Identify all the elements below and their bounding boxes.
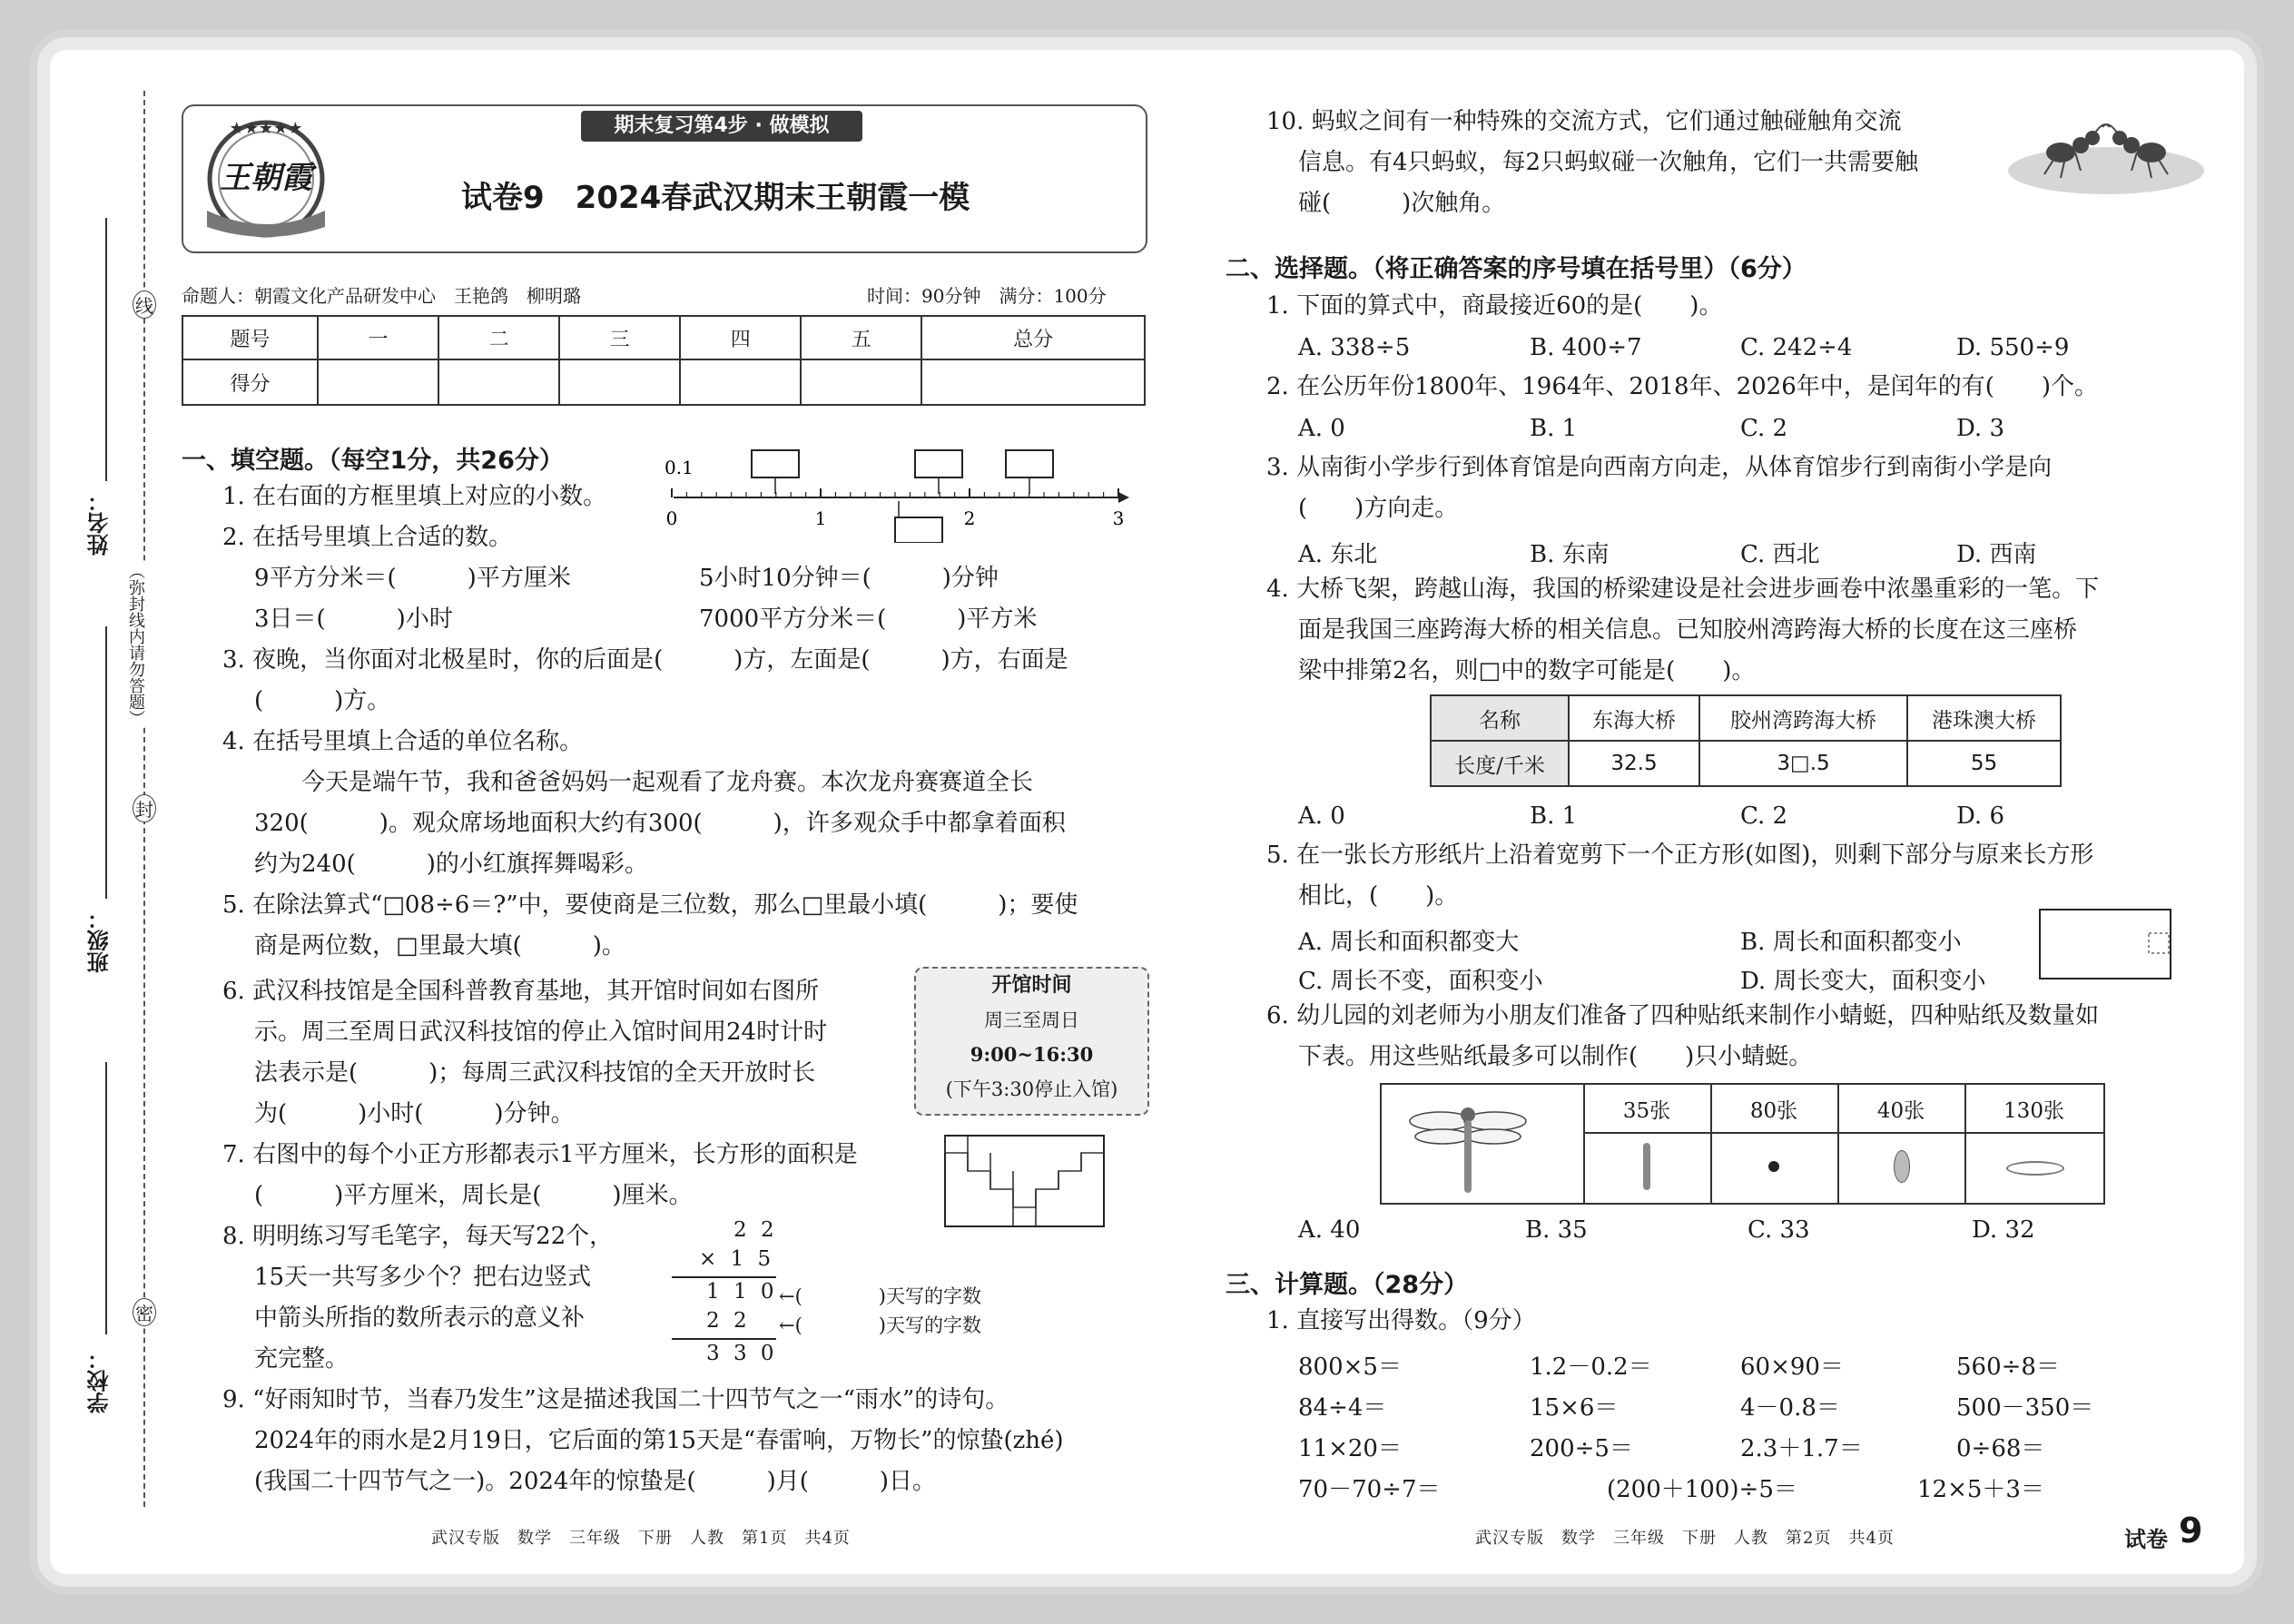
numline-tick-label: 3 (1112, 507, 1125, 529)
k1: 1. 直接写出得数。（9分） (1266, 1307, 1536, 1334)
q2b: 5小时10分钟＝( )分钟 (699, 565, 999, 592)
c6-option[interactable]: D. 32 (1972, 1216, 2035, 1244)
vm-row3: 1 1 0 (706, 1280, 778, 1304)
q9b: 2024年的雨水是2月19日，它后面的第15天是“春雷响，万物长”的惊蛰(zhé) (254, 1427, 1064, 1454)
score-header-cell: 五 (801, 316, 921, 359)
calc-item[interactable]: 4－0.8＝ (1740, 1394, 1840, 1422)
sticker-count: 40张 (1876, 1099, 1925, 1123)
section-2-title: 二、选择题。（将正确答案的序号填在括号里）（6分） (1226, 255, 1807, 283)
calc-item[interactable]: 70－70÷7＝ (1298, 1476, 1441, 1503)
q2d: 7000平方分米＝( )平方米 (699, 605, 1038, 633)
sticker-table (1380, 1083, 2105, 1205)
q7a: 7. 右图中的每个小正方形都表示1平方厘米，长方形的面积是 (222, 1141, 858, 1168)
c3-option[interactable]: D. 西南 (1956, 541, 2037, 568)
q2a: 9平方分米＝( )平方厘米 (254, 565, 571, 592)
calc-item[interactable]: (200＋100)÷5＝ (1607, 1476, 1797, 1503)
time-line: 时间：90分钟 满分：100分 (867, 285, 1107, 307)
score-cell[interactable] (438, 359, 559, 405)
exam-title: 试卷9 2024春武汉期末王朝霞一模 (461, 180, 970, 216)
c3b: ( )方向走。 (1298, 495, 1459, 522)
seal-line-label: 线 (133, 290, 156, 319)
name-field[interactable] (105, 218, 107, 481)
logo-text: 王朝霞 (220, 160, 312, 196)
vm-row2: × 1 5 (699, 1247, 775, 1271)
c2: 2. 在公历年份1800年、1964年、2018年、2026年中，是闰年的有( )个。 (1266, 373, 2099, 400)
c2-option[interactable]: D. 3 (1956, 415, 2004, 442)
calc-item[interactable]: 800×5＝ (1298, 1353, 1402, 1381)
q10a: 10. 蚂蚁之间有一种特殊的交流方式，它们通过触碰触角交流 (1266, 108, 1902, 135)
header-banner: 期末复习第4步 · 做模拟 (581, 111, 862, 142)
seal-note: （弥封线内请勿答题） (123, 563, 147, 726)
vm-rule (672, 1338, 776, 1340)
q2: 2. 在括号里填上合适的数。 (222, 524, 513, 551)
numline-tick-label: 1 (814, 507, 827, 529)
c4a: 4. 大桥飞架，跨越山海，我国的桥梁建设是社会进步画卷中浓墨重彩的一笔。下 (1266, 576, 2100, 603)
name-label: 姓名： (87, 490, 113, 556)
c1-option[interactable]: D. 550÷9 (1956, 334, 2070, 361)
ring-sticker-icon (2006, 1161, 2064, 1176)
numline-unit-label: 0.1 (665, 457, 694, 478)
vm-row5: 3 3 0 (706, 1342, 778, 1365)
section-1-title: 一、填空题。（每空1分，共26分） (182, 447, 564, 475)
q8b: 15天一共写多少个？把右边竖式 (254, 1264, 592, 1291)
opening-note: (下午3:30停止入馆) (945, 1078, 1118, 1100)
c4-option[interactable]: A. 0 (1298, 802, 1345, 830)
vm-row1: 2 2 (733, 1218, 778, 1242)
q8d: 充完整。 (254, 1345, 350, 1373)
c1: 1. 下面的算式中，商最接近60的是( )。 (1266, 292, 1723, 320)
body-sticker-icon (1643, 1143, 1650, 1190)
opening-hours-box (914, 967, 1149, 1116)
c1-option[interactable]: A. 338÷5 (1298, 334, 1411, 361)
bridge-row (1431, 741, 2061, 786)
number-line (663, 443, 1135, 543)
q8a: 8. 明明练习写毛笔字，每天写22个， (222, 1223, 614, 1250)
vm-note1: ←( )天写的字数 (779, 1285, 981, 1307)
numline-tick-label: 2 (963, 507, 976, 529)
numline-answer-box[interactable] (895, 517, 942, 543)
bridge-row-label: 长度/千米 (1431, 741, 1569, 786)
bridge-header-cell: 东海大桥 (1569, 695, 1699, 741)
q1: 1. 在右面的方框里填上对应的小数。 (222, 483, 607, 510)
calc-item[interactable]: 560÷8＝ (1956, 1353, 2060, 1381)
vertical-multiplication (672, 1218, 1071, 1368)
score-header-cell: 一 (318, 316, 438, 359)
opening-days: 周三至周日 (984, 1009, 1079, 1031)
vm-row4: 2 2 (706, 1309, 751, 1333)
footer-right: 武汉专版 数学 三年级 下册 人教 第2页 共4页 (1475, 1529, 1895, 1548)
c1-option[interactable]: B. 400÷7 (1530, 334, 1642, 361)
q4c: 约为240( )的小红旗挥舞喝彩。 (254, 851, 648, 878)
calc-item[interactable]: 15×6＝ (1530, 1394, 1619, 1422)
c1-option[interactable]: C. 242÷4 (1740, 334, 1853, 361)
score-cell[interactable] (680, 359, 801, 405)
class-label: 班级： (87, 908, 113, 973)
q6c: 法表示是( )；每周三武汉科技馆的全天开放时长 (254, 1059, 816, 1087)
numline-tick-label: 0 (665, 507, 678, 529)
c5-option[interactable]: B. 周长和面积都变小 (1740, 929, 1962, 956)
numline-answer-box[interactable] (915, 450, 962, 477)
rectangle-cut-figure (2038, 908, 2174, 982)
calc-item[interactable]: 2.3＋1.7＝ (1740, 1435, 1863, 1462)
c5-option[interactable]: C. 周长不变，面积变小 (1298, 968, 1543, 995)
q6a: 6. 武汉科技馆是全国科普教育基地，其开馆时间如右图所 (222, 978, 820, 1005)
vm-note2: ←( )天写的字数 (779, 1314, 981, 1336)
score-header-cell: 三 (559, 316, 680, 359)
c2-option[interactable]: A. 0 (1298, 415, 1345, 442)
score-cell[interactable] (801, 359, 921, 405)
q7b: ( )平方厘米，周长是( )厘米。 (254, 1182, 693, 1209)
q9a: 9. “好雨知时节，当春乃发生”这是描述我国二十四节气之一“雨水”的诗句。 (222, 1386, 1009, 1413)
sticker-count: 35张 (1622, 1099, 1671, 1123)
class-field[interactable] (105, 626, 107, 899)
bridge-cell: 3□.5 (1699, 741, 1907, 786)
footer-exam-label: 试卷 (2124, 1527, 2168, 1552)
calc-item[interactable]: 200÷5＝ (1530, 1435, 1633, 1462)
numline-answer-box[interactable] (752, 450, 799, 477)
bridge-header-cell: 胶州湾跨海大桥 (1699, 695, 1907, 741)
q4a: 今天是端午节，我和爸爸妈妈一起观看了龙舟赛。本次龙舟赛赛道全长 (301, 769, 1034, 796)
sticker-count: 130张 (2004, 1099, 2064, 1123)
q9c: (我国二十四节气之一)。2024年的惊蛰是( )月( )日。 (254, 1468, 937, 1495)
dragonfly-icon (1404, 1089, 1531, 1198)
calc-item[interactable]: 0÷68＝ (1956, 1435, 2045, 1462)
q4: 4. 在括号里填上合适的单位名称。 (222, 728, 584, 755)
c3-option[interactable]: A. 东北 (1298, 541, 1378, 568)
score-header-cell: 总分 (921, 316, 1145, 359)
c6a: 6. 幼儿园的刘老师为小朋友们准备了四种贴纸来制作小蜻蜓，四种贴纸及数量如 (1266, 1002, 2100, 1029)
bridge-table (1430, 694, 2062, 787)
head-sticker-icon (1768, 1161, 1779, 1172)
score-header-cell: 四 (680, 316, 801, 359)
c6b: 下表。用这些贴纸最多可以制作( )只小蜻蜓。 (1298, 1043, 1813, 1070)
q6b: 示。周三至周日武汉科技馆的停止入馆时间用24时计时 (254, 1019, 828, 1046)
vm-rule (672, 1276, 776, 1278)
c2-option[interactable]: C. 2 (1740, 415, 1788, 442)
c3-option[interactable]: B. 东南 (1530, 541, 1610, 568)
score-cell[interactable] (318, 359, 438, 405)
section-3-title: 三、计算题。（28分） (1226, 1271, 1469, 1299)
c5-option[interactable]: D. 周长变大，面积变小 (1740, 968, 1986, 995)
c2-option[interactable]: B. 1 (1530, 415, 1578, 442)
score-row-label: 得分 (182, 359, 318, 405)
bridge-cell: 55 (1907, 741, 2061, 786)
footer-exam-number: 9 (2179, 1511, 2203, 1550)
calc-item[interactable]: 11×20＝ (1298, 1435, 1402, 1462)
c5b: 相比，( )。 (1298, 882, 1459, 910)
c3a: 3. 从南街小学步行到体育馆是向西南方向走，从体育馆步行到南街小学是向 (1266, 454, 2053, 481)
calc-item[interactable]: 84÷4＝ (1298, 1394, 1387, 1422)
q3b: ( )方。 (254, 687, 391, 714)
footer-left: 武汉专版 数学 三年级 下册 人教 第1页 共4页 (431, 1529, 851, 1548)
c5-option[interactable]: A. 周长和面积都变大 (1298, 929, 1520, 956)
calc-item[interactable]: 60×90＝ (1740, 1353, 1844, 1381)
c6-option[interactable]: C. 33 (1748, 1216, 1810, 1244)
c4-option[interactable]: C. 2 (1740, 802, 1788, 830)
opening-hours-title: 开馆时间 (991, 974, 1072, 997)
svg-text:★★★★★: ★★★★★ (229, 119, 303, 138)
calc-item[interactable]: 500－350＝ (1956, 1394, 2094, 1422)
c4-option[interactable]: D. 6 (1956, 802, 2004, 830)
c4c: 梁中排第2名，则□中的数字可能是( )。 (1298, 657, 1756, 684)
seal-seal-label: 封 (133, 794, 156, 822)
q6d: 为( )小时( )分钟。 (254, 1100, 575, 1127)
opening-hours: 9:00~16:30 (970, 1043, 1094, 1066)
score-cell[interactable] (921, 359, 1145, 405)
score-header-cell: 题号 (182, 316, 318, 359)
c3-option[interactable]: C. 西北 (1740, 541, 1820, 568)
q2c: 3日＝( )小时 (254, 605, 453, 633)
score-row (182, 359, 1145, 405)
q10c: 碰( )次触角。 (1298, 190, 1506, 217)
score-header-row (182, 316, 1145, 359)
sticker-count: 80张 (1749, 1099, 1798, 1123)
school-field[interactable] (105, 1062, 107, 1334)
author-line: 命题人：朝霞文化产品研发中心 王艳鸽 柳明璐 (182, 285, 581, 307)
c4b: 面是我国三座跨海大桥的相关信息。已知胶州湾跨海大桥的长度在这三座桥 (1298, 616, 2078, 644)
bridge-header-cell: 港珠澳大桥 (1907, 695, 2061, 741)
grid-figure (944, 1135, 1108, 1230)
q3a: 3. 夜晚，当你面对北极星时，你的后面是( )方，左面是( )方，右面是 (222, 646, 1068, 674)
q5a: 5. 在除法算式“□08÷6＝?”中，要使商是三位数，那么□里最小填( )；要使 (222, 891, 1078, 919)
c4-option[interactable]: B. 1 (1530, 802, 1578, 830)
c5a: 5. 在一张长方形纸片上沿着宽剪下一个正方形(如图)，则剩下部分与原来长方形 (1266, 842, 2094, 869)
c6-option[interactable]: A. 40 (1298, 1216, 1361, 1244)
q10b: 信息。有4只蚂蚁，每2只蚂蚁碰一次触角，它们一共需要触 (1298, 149, 1919, 176)
score-cell[interactable] (559, 359, 680, 405)
q5b: 商是两位数，□里最大填( )。 (254, 932, 625, 960)
bridge-header-cell: 名称 (1431, 695, 1569, 741)
score-header-cell: 二 (438, 316, 559, 359)
q8c: 中箭头所指的数所表示的意义补 (254, 1304, 586, 1332)
calc-item[interactable]: 12×5＋3＝ (1917, 1476, 2044, 1503)
bridge-cell: 32.5 (1569, 741, 1699, 786)
sticker-row-divider (1583, 1132, 2103, 1134)
score-table (182, 315, 1146, 406)
c6-option[interactable]: B. 35 (1525, 1216, 1588, 1244)
ants-illustration (1997, 100, 2206, 200)
bridge-header-row (1431, 695, 2061, 741)
school-label: 学校： (87, 1348, 113, 1413)
q4b: 320( )。观众席场地面积大约有300( )，许多观众手中都拿着面积 (254, 810, 1066, 837)
numline-answer-box[interactable] (1006, 450, 1053, 477)
seal-mark-label: 密 (133, 1298, 156, 1326)
calc-item[interactable]: 1.2－0.2＝ (1530, 1353, 1652, 1381)
wing-sticker-icon (1894, 1150, 1910, 1183)
